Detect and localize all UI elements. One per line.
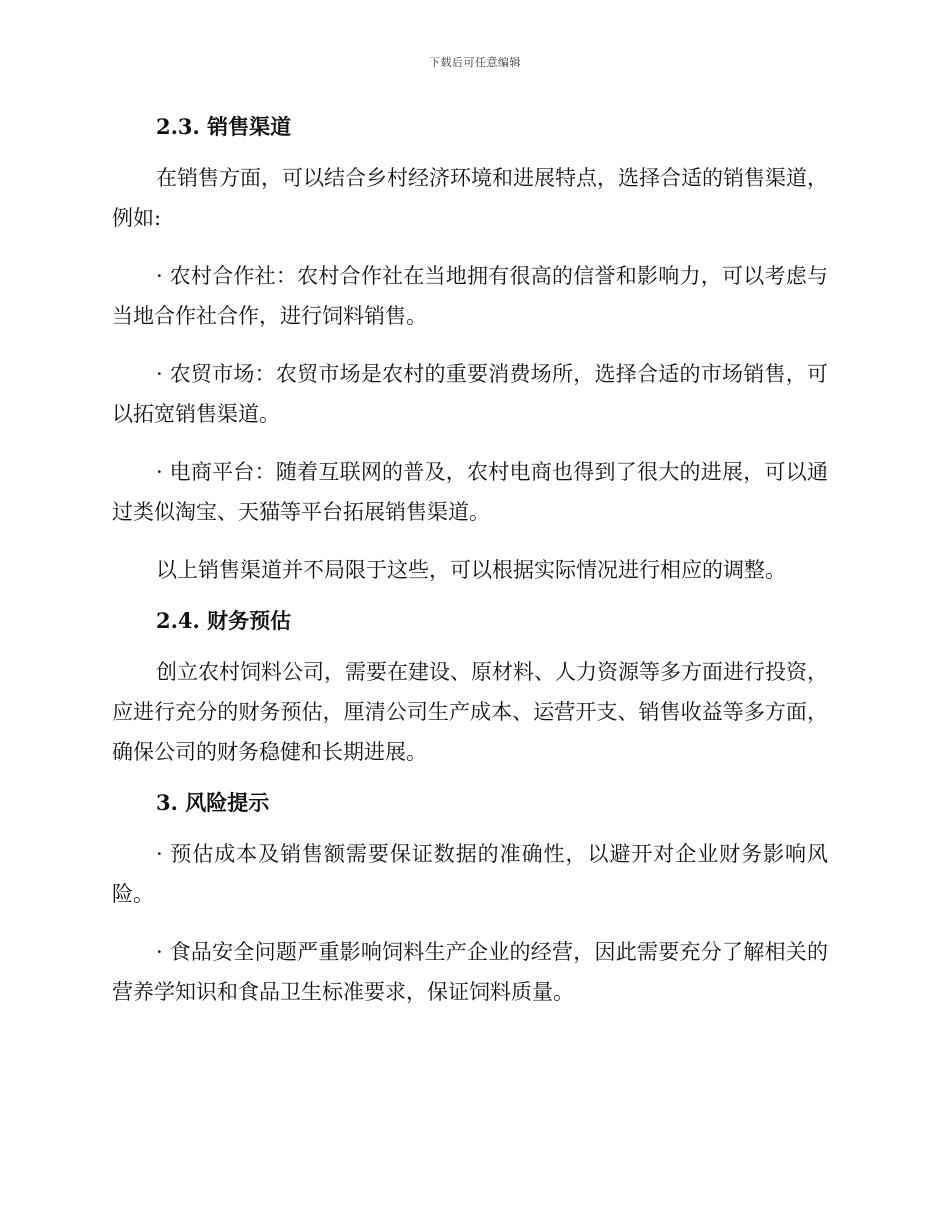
sales-channels-outro: 以上销售渠道并不局限于这些，可以根据实际情况进行相应的调整。	[156, 558, 786, 582]
sales-channels-intro: 在销售方面，可以结合乡村经济环境和进展特点，选择合适的销售渠道，例如:	[112, 166, 828, 230]
section-heading-financial-estimate: 2.4. 财务预估	[156, 608, 292, 633]
bullet-ecommerce-platform: · 电商平台：随着互联网的普及，农村电商也得到了很大的进展，可以通过类似淘宝、天猫等平台拓展销售渠道。	[112, 460, 828, 524]
bullet-cost-accuracy: · 预估成本及销售额需要保证数据的准确性，以避开对企业财务影响风险。	[112, 842, 828, 906]
section-heading-sales-channels: 2.3. 销售渠道	[156, 114, 292, 139]
bullet-rural-cooperative: · 农村合作社：农村合作社在当地拥有很高的信誉和影响力，可以考虑与当地合作社合作，进行饲料销售。	[112, 264, 828, 328]
bullet-farmers-market: · 农贸市场：农贸市场是农村的重要消费场所，选择合适的市场销售，可以拓宽销售渠道。	[112, 362, 828, 426]
page-header-note: 下载后可任意编辑	[429, 56, 521, 69]
document-body	[112, 110, 828, 1012]
bullet-food-safety: · 食品安全问题严重影响饲料生产企业的经营，因此需要充分了解相关的营养学知识和食品卫生标准要求，保证饲料质量。	[112, 940, 828, 1004]
financial-estimate-body: 创立农村饲料公司，需要在建设、原材料、人力资源等多方面进行投资，应进行充分的财务预估，厘清公司生产成本、运营开支、销售收益等多方面，确保公司的财务稳健和长期进展。	[112, 660, 828, 764]
section-heading-risk-warning: 3. 风险提示	[156, 790, 270, 815]
